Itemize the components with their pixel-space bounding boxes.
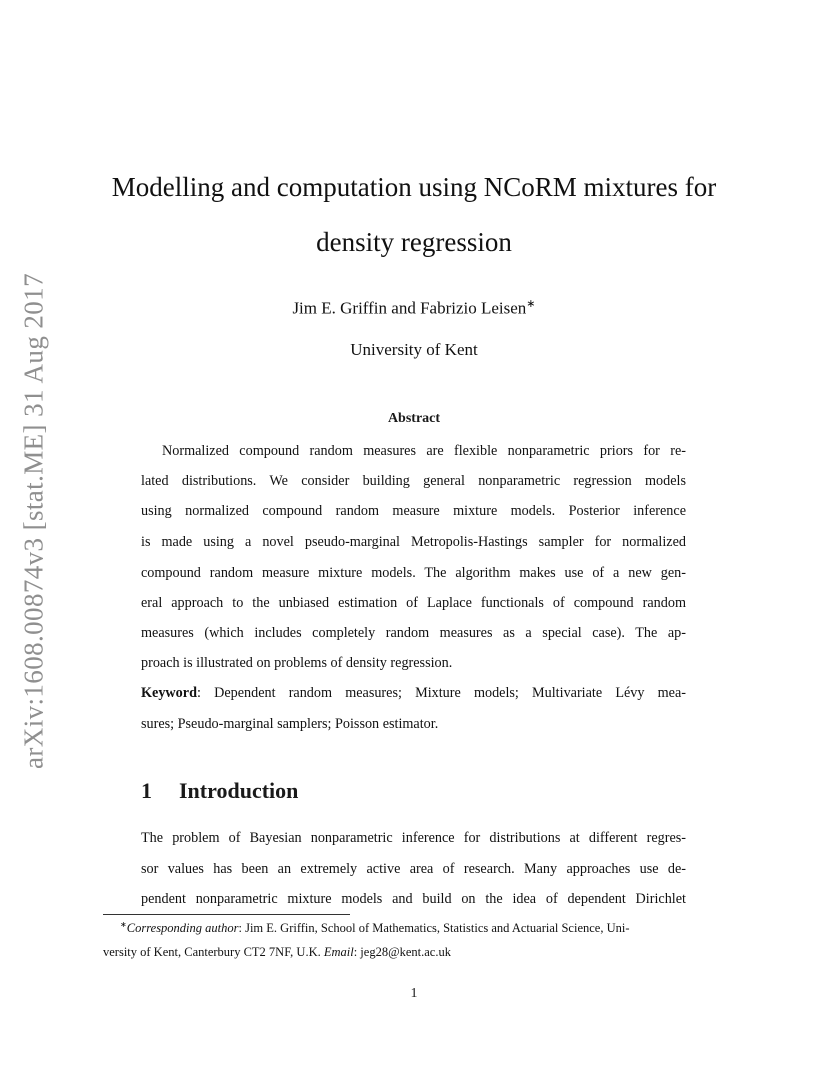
page-number: 1 xyxy=(410,986,418,1001)
paper-title-line-2: density regression xyxy=(316,227,512,257)
section-title: Introduction xyxy=(179,778,299,803)
footnote-mark: ∗ xyxy=(120,920,127,929)
arxiv-identifier: arXiv:1608.00874v3 [stat.ME] 31 Aug 2017 xyxy=(18,273,49,769)
keywords-text: : Dependent random measures; Mixture models; Multivariate Lévy mea- xyxy=(196,685,686,701)
section-number: 1 xyxy=(141,778,152,803)
abstract-line: eral approach to the unbiased estimation of Laplace functionals of compound random xyxy=(141,595,686,611)
author-list xyxy=(0,297,828,319)
section-heading xyxy=(141,778,298,804)
footnote-line-1 xyxy=(120,919,630,936)
abstract-line: proach is illustrated on problems of density regression. xyxy=(141,655,453,671)
intro-line: pendent nonparametric mixture models and build on the idea of dependent Dirichlet xyxy=(141,891,686,907)
abstract-line: Normalized compound random measures are flexible nonparametric priors for re- xyxy=(162,443,686,459)
footnote-text-2: versity of Kent, Canterbury CT2 7NF, U.K. xyxy=(103,945,324,959)
email-label: Email xyxy=(323,945,354,959)
keywords-line-2: sures; Pseudo-marginal samplers; Poisson estimator. xyxy=(141,716,439,732)
authors: Jim E. Griffin and Fabrizio Leisen xyxy=(292,298,527,318)
abstract-line: compound random measure mixture models. The algorithm makes use of a new gen- xyxy=(141,565,686,581)
keyword-label: Keyword xyxy=(141,685,197,701)
affiliation: University of Kent xyxy=(350,340,478,359)
footnote-line-2 xyxy=(103,945,451,960)
intro-line: sor values has been an extremely active area of research. Many approaches use de- xyxy=(141,861,686,877)
abstract-heading: Abstract xyxy=(387,411,441,426)
footnote-text: : Jim E. Griffin, School of Mathematics, Statistics and Actuarial Science, Uni- xyxy=(238,921,630,936)
footnote-label: Corresponding author xyxy=(126,921,239,936)
abstract-line: is made using a novel pseudo-marginal Metropolis-Hastings sampler for normalized xyxy=(141,534,686,550)
footnote-divider xyxy=(103,914,350,915)
keywords-line-1 xyxy=(141,685,686,702)
email-address: : jeg28@kent.ac.uk xyxy=(353,945,451,959)
abstract-line: measures (which includes completely random measures as a special case). The ap- xyxy=(141,625,686,641)
abstract-line: lated distributions. We consider building general nonparametric regression models xyxy=(141,473,686,489)
intro-line: The problem of Bayesian nonparametric inference for distributions at different regres- xyxy=(141,830,686,846)
author-footnote-mark: ∗ xyxy=(526,298,536,310)
abstract-line: using normalized compound random measure mixture models. Posterior inference xyxy=(141,503,686,519)
paper-title-line-1: Modelling and computation using NCoRM mixtures for xyxy=(111,172,717,202)
